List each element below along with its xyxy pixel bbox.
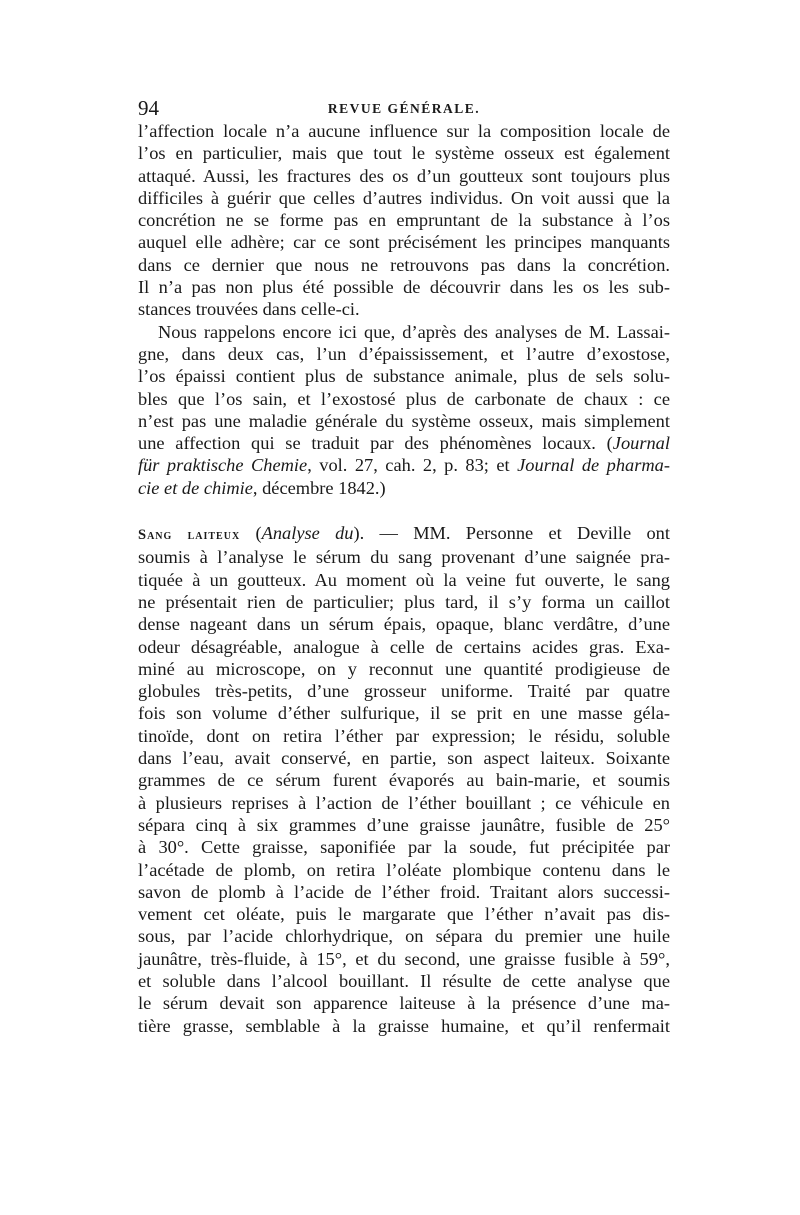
- text-line: sous, par l’acide chlorhydrique, on sépara du premier une huile: [138, 926, 670, 947]
- text-line: l’os en particulier, mais que tout le système osseux est également: [138, 143, 670, 164]
- text-line: soumis à l’analyse le sérum du sang provenant d’une saignée pra-: [138, 547, 670, 568]
- text-line: Il n’a pas non plus été possible de découvrir dans les os les sub-: [138, 277, 670, 298]
- heading-rest: ). — MM. Personne et Deville ont: [353, 523, 670, 544]
- section-gap: [138, 499, 670, 522]
- text-line: tiquée à un goutteux. Au moment où la veine fut ouverte, le sang: [138, 569, 670, 590]
- text-line: une affection qui se traduit par des phénomènes locaux. (: [138, 433, 613, 454]
- text-line: à plusieurs reprises à l’action de l’éther bouillant ; ce véhicule en: [138, 792, 670, 813]
- text-line: l’affection locale n’a aucune influence sur la composition locale de: [138, 121, 670, 141]
- text-line: grammes de ce sérum furent évaporés au bain-marie, et soumis: [138, 770, 670, 791]
- citation-date: , décembre 1842.): [252, 477, 386, 498]
- page-number: 94: [138, 96, 159, 120]
- text-line: l’acétade de plomb, on retira l’oléate plombique contenu dans le: [138, 859, 670, 880]
- text-line: odeur désagréable, analogue à celle de certains acides gras. Exa-: [138, 636, 670, 657]
- text-line: sépara cinq à six grammes d’une graisse jaunâtre, fusible de 25°: [138, 814, 670, 835]
- text-line: fois son volume d’éther sulfurique, il se prit en une masse géla-: [138, 703, 670, 724]
- text-line: attaqué. Aussi, les fractures des os d’un goutteux sont toujours plus: [138, 165, 670, 186]
- text-line: miné au microscope, on y reconnut une quantité prodigieuse de: [138, 658, 670, 679]
- text-line: à 30°. Cette graisse, saponifiée par la soude, fut précipitée par: [138, 837, 670, 858]
- text-line: dans l’eau, avait conservé, en partie, son aspect laiteux. Soixante: [138, 748, 670, 769]
- citation-journal: Journal: [612, 433, 670, 454]
- citation-line: [138, 454, 670, 476]
- text-line: difficiles à guérir que celles d’autres individus. On voit aussi que la: [138, 187, 670, 208]
- text-line: concrétion ne se forme pas en empruntant de la substance à l’os: [138, 210, 670, 231]
- text-line: auquel elle adhère; car ce sont précisément les principes manquants: [138, 232, 670, 253]
- text-line: bles que l’os sain, et l’exostosé plus de carbonate de chaux : ce: [138, 388, 670, 409]
- text-line: gne, dans deux cas, l’un d’épaississement, et l’autre d’exostose,: [138, 343, 670, 364]
- text-line: stances trouvées dans celle-ci.: [138, 299, 360, 320]
- text-line: jaunâtre, très-fluide, à 15°, et du second, une graisse fusible à 59°,: [138, 948, 670, 969]
- document-page: [138, 96, 670, 1037]
- citation-journal-title: für praktische Chemie: [138, 455, 308, 476]
- text-line: le sérum devait son apparence laiteuse à la présence d’une ma-: [138, 993, 670, 1014]
- text-line: Nous rappelons encore ici que, d’après des analyses de M. Lassai-: [158, 321, 670, 342]
- paragraph-1: [138, 120, 670, 321]
- citation-journal-2-cont: cie et de chimie: [138, 477, 253, 498]
- citation-volume: , vol. 27, cah. 2, p. 83; et: [307, 455, 518, 476]
- heading-paren: (: [240, 523, 262, 544]
- text-line: dans ce dernier que nous ne retrouvons pas dans la concrétion.: [138, 254, 670, 275]
- text-line: l’os épaissi contient plus de substance animale, plus de sels solu-: [138, 366, 670, 387]
- heading-italic: Analyse du: [261, 523, 354, 544]
- text-line: globules très-petits, d’une grosseur uniforme. Traité par quatre: [138, 681, 670, 702]
- text-line: et soluble dans l’alcool bouillant. Il résulte de cette analyse que: [138, 970, 670, 991]
- text-line: ne présentait rien de particulier; plus tard, il s’y forma un caillot: [138, 591, 670, 612]
- citation-line: [138, 477, 670, 499]
- text-line: vement cet oléate, puis le margarate que l’éther n’avait pas dis-: [138, 904, 670, 925]
- section-heading-line: [138, 522, 670, 546]
- text-line-with-citation: [138, 432, 670, 454]
- citation-journal-2: Journal de pharma-: [517, 455, 670, 476]
- paragraph-2: [138, 321, 670, 499]
- text-line: tinoïde, dont on retira l’éther par expression; le résidu, soluble: [138, 725, 670, 746]
- paragraph-3: [138, 522, 670, 1037]
- text-line: n’est pas une maladie générale du système osseux, mais simplement: [138, 410, 670, 431]
- running-title: REVUE GÉNÉRALE.: [327, 101, 481, 116]
- section-heading: Sang laiteux: [138, 527, 241, 544]
- body-text: [138, 120, 670, 1037]
- running-header: [138, 96, 670, 120]
- text-line: savon de plomb à l’acide de l’éther froid. Traitant alors successi-: [138, 881, 670, 902]
- text-line: dense nageant dans un sérum épais, opaque, blanc verdâtre, d’une: [138, 614, 670, 635]
- text-line: tière grasse, semblable à la graisse humaine, et qu’il renfermait: [138, 1015, 670, 1036]
